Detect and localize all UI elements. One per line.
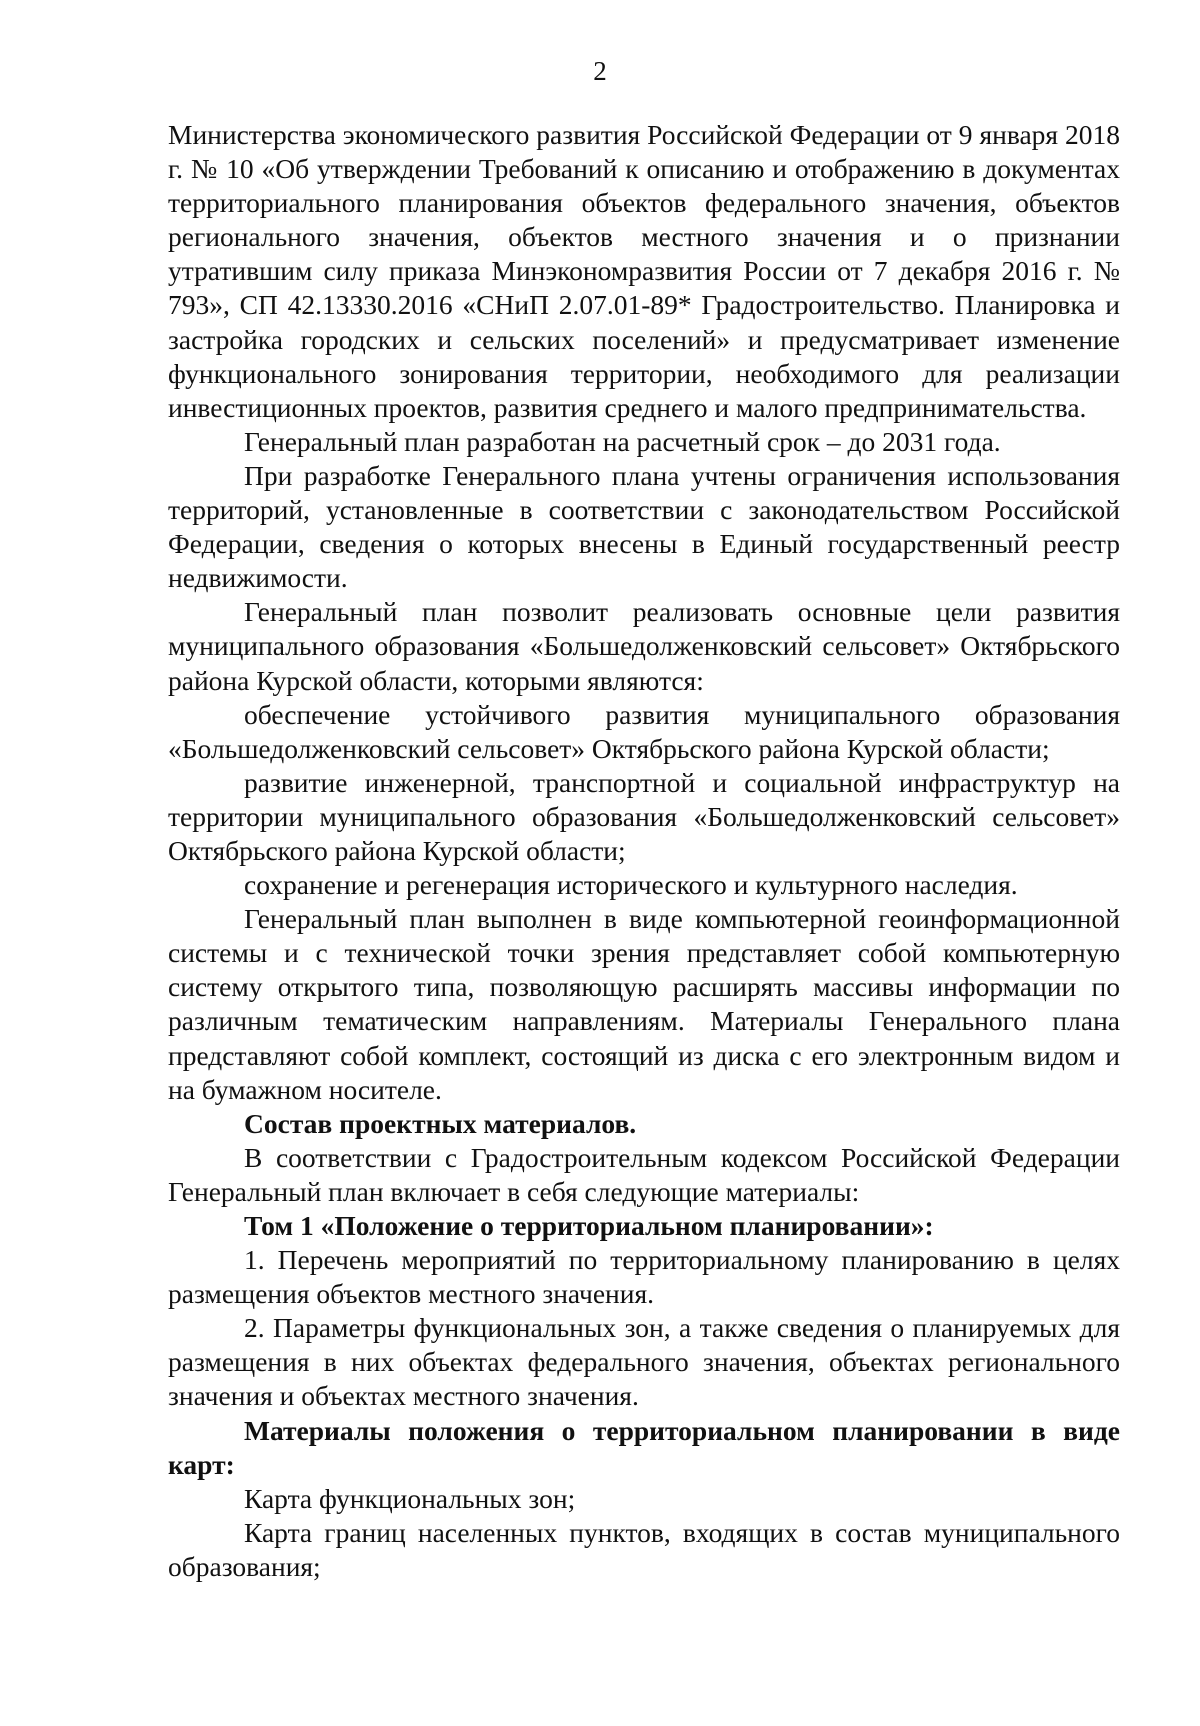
paragraph-legal-basis: Министерства экономического развития Российской Федерации от 9 января 2018 г. № 10 «Об утверждении Требований к описанию и отображению в документах территориального планирования объектов федерального значения, объектов регионального значения, объектов местного значения и о признании утратившим силу приказа Минэкономразвития России от 7 декабря 2016 г. № 793», СП 42.13330.2016 «СНиП 2.07.01-89* Градостроительство. Планировка и застройка городских и сельских поселений» и предусматривает изменение функционального зонирования территории, необходимого для реализации инвестиционных проектов, развития среднего и малого предпринимательства.: [168, 119, 1120, 423]
paragraph-materials-intro: В соответствии с Градостроительным кодексом Российской Федерации Генеральный план включает в себя следующие материалы:: [168, 1141, 1120, 1207]
volume-1-item-2: 2. Параметры функциональных зон, а также сведения о планируемых для размещения в них объектах федерального значения, объектах регионального значения и объектах местного значения.: [168, 1312, 1120, 1412]
section-heading-materials: Состав проектных материалов.: [244, 1107, 637, 1139]
section-heading-volume-1: Том 1 «Положение о территориальном планировании»:: [244, 1210, 934, 1241]
goal-item-sustainable-development: обеспечение устойчивого развития муниципального образования «Большедолженковский сельсовет» Октябрьского района Курской области;: [168, 698, 1120, 764]
paragraph-planning-term: Генеральный план разработан на расчетный срок – до 2031 года.: [244, 425, 1001, 457]
section-heading-maps: Материалы положения о территориальном планировании в виде карт:: [168, 1414, 1120, 1480]
goal-item-heritage: сохранение и регенерация исторического и культурного наследия.: [244, 869, 1018, 901]
paragraph-restrictions: При разработке Генерального плана учтены ограничения использования территорий, установленные в соответствии с законодательством Российской Федерации, сведения о которых внесены в Единый государственный реестр недвижимости.: [168, 459, 1120, 594]
page-number: 2: [593, 56, 607, 86]
volume-1-item-1: 1. Перечень мероприятий по территориальному планированию в целях размещения объектов местного значения.: [168, 1244, 1120, 1310]
goal-item-infrastructure: развитие инженерной, транспортной и социальной инфраструктур на территории муниципального образования «Большедолженковский сельсовет» Октябрьского района Курской области;: [168, 766, 1120, 866]
paragraph-goals-intro: Генеральный план позволит реализовать основные цели развития муниципального образования «Большедолженковский сельсовет» Октябрьского района Курской области, которыми являются:: [168, 596, 1120, 696]
paragraph-gis-format: Генеральный план выполнен в виде компьютерной геоинформационной системы и с технической точки зрения представляет собой компьютерную систему открытого типа, позволяющую расширять массивы информации по различным тематическим направлениям. Материалы Генерального плана представляют собой комплект, состоящий из диска с его электронным видом и на бумажном носителе.: [168, 903, 1120, 1105]
document-body: [168, 118, 1120, 1584]
map-item-functional-zones: Карта функциональных зон;: [244, 1482, 576, 1514]
map-item-settlement-borders: Карта границ населенных пунктов, входящих в состав муниципального образования;: [168, 1516, 1120, 1582]
